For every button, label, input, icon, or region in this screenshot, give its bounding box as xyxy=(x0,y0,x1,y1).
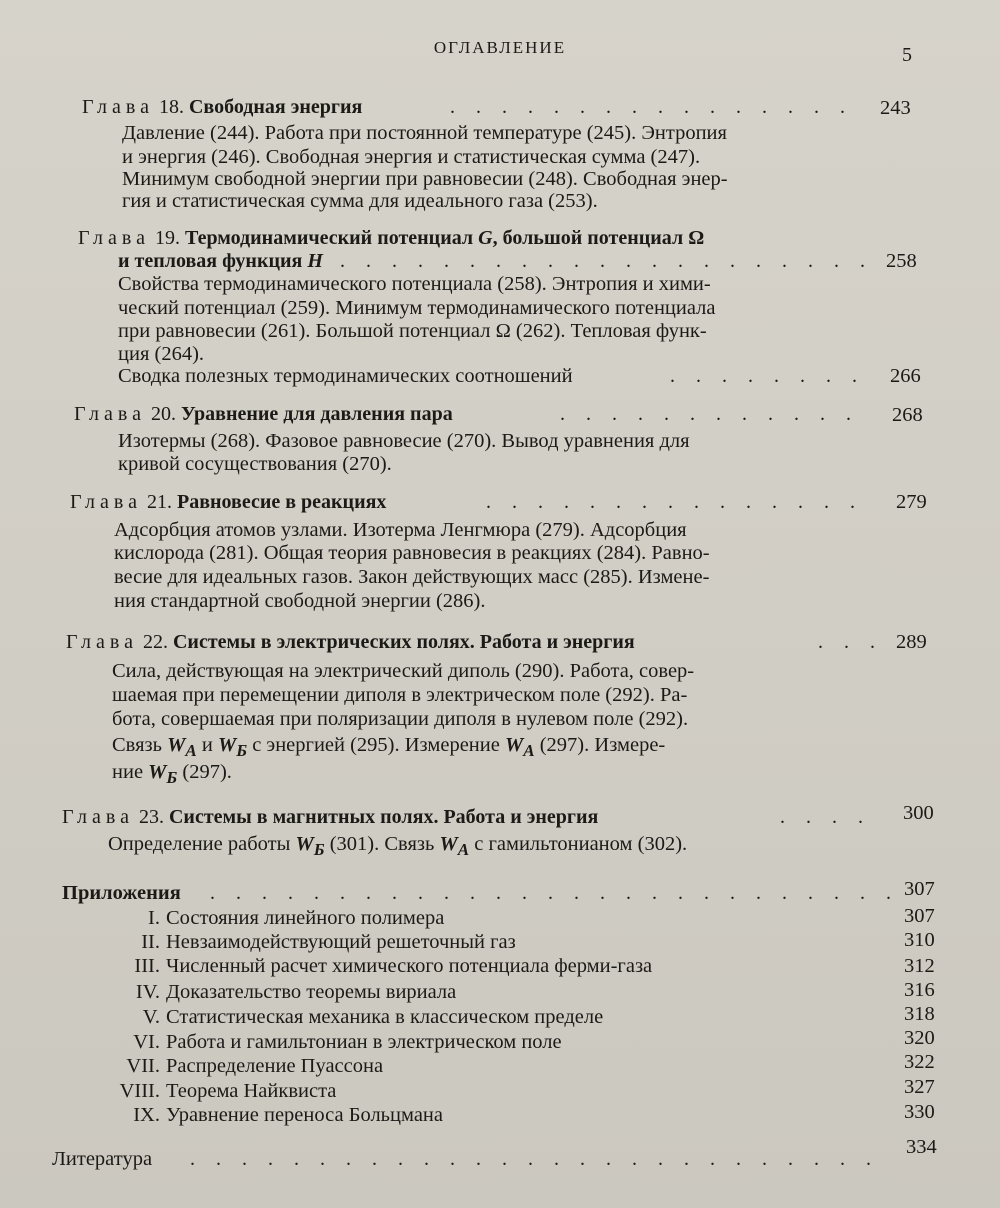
dot-leader xyxy=(340,249,865,273)
math-symbol: $W_Б$ xyxy=(148,761,178,788)
chapter-title: Равновесие в реакциях xyxy=(176,491,387,513)
appendix-numeral: VII. xyxy=(126,1055,160,1077)
chapter-summary-line: Давление (244). Работа при постоянной температуре (245). Энтропия xyxy=(122,122,727,144)
appendix-item-title: Уравнение переноса Больцмана xyxy=(166,1104,444,1126)
appendix-item-page: 322 xyxy=(904,1051,935,1073)
chapter-label: Глава xyxy=(78,227,150,249)
dot-leader xyxy=(818,630,878,654)
summary-entry: Сводка полезных термодинамических соотношений xyxy=(118,365,573,387)
appendix-item-page: 310 xyxy=(904,929,935,951)
appendix-item xyxy=(52,1030,562,1054)
literature-page: 334 xyxy=(906,1136,937,1158)
chapter-summary-line: Связь $W_A$ и $W_Б$ с энергией (295). Измерение $W_A$ (297). Измере- xyxy=(112,734,666,761)
chapter-summary-line: при равновесии (261). Большой потенциал Ω (262). Тепловая функ- xyxy=(118,320,707,342)
chapter-summary-line: кислорода (281). Общая теория равновесия в реакциях (284). Равно- xyxy=(114,542,710,564)
chapter-number: 23. xyxy=(138,806,164,828)
appendix-item-title: Работа и гамильтониан в электрическом поле xyxy=(166,1031,562,1053)
chapter-title: Системы в магнитных полях. Работа и энергия xyxy=(168,806,599,828)
chapter-page: 289 xyxy=(896,631,927,653)
chapter-number: 20. xyxy=(150,403,176,425)
chapter-summary-line: ние $W_Б$ (297). xyxy=(112,761,232,788)
chapter-number: 22. xyxy=(142,631,168,653)
appendix-item-page: 316 xyxy=(904,979,935,1001)
chapter-label: Глава xyxy=(66,631,138,653)
dot-leader xyxy=(450,95,860,119)
chapter-summary-line: Адсорбция атомов узлами. Изотерма Ленгмюра (279). Адсорбция xyxy=(114,519,687,541)
math-symbol: $W_A$ xyxy=(167,734,197,761)
appendix-item-page: 327 xyxy=(904,1076,935,1098)
chapter-page: 243 xyxy=(880,97,911,119)
chapter-summary-line: весие для идеальных газов. Закон действующих масс (285). Измене- xyxy=(114,566,710,588)
dot-leader xyxy=(780,805,880,829)
chapter-summary-line: ческий потенциал (259). Минимум термодинамического потенциала xyxy=(118,297,716,319)
chapter-label: Глава xyxy=(74,403,146,425)
appendix-numeral: IV. xyxy=(135,981,160,1003)
chapter-page: 300 xyxy=(903,802,934,824)
chapter-summary-line: Минимум свободной энергии при равновесии (248). Свободная энер- xyxy=(122,168,728,190)
appendix-page: 307 xyxy=(904,878,935,900)
page-number: 5 xyxy=(902,44,912,66)
chapter-summary-line: кривой сосуществования (270). xyxy=(118,453,392,475)
appendix-numeral: VI. xyxy=(133,1031,160,1053)
appendix-item xyxy=(52,1005,603,1029)
chapter-summary-line: Свойства термодинамического потенциала (258). Энтропия и хими- xyxy=(118,273,711,295)
chapter-summary-line: Сила, действующая на электрический диполь (290). Работа, совер- xyxy=(112,660,695,682)
chapter-number: 18. xyxy=(158,96,184,118)
appendix-numeral: III. xyxy=(134,955,160,977)
chapter-page: 279 xyxy=(896,491,927,513)
chapter-summary-line: и энергия (246). Свободная энергия и статистическая сумма (247). xyxy=(122,146,701,168)
literature-title: Литература xyxy=(52,1148,153,1170)
chapter-summary-line: ция (264). xyxy=(118,343,205,365)
appendix-item xyxy=(52,1079,336,1103)
appendix-item xyxy=(52,930,516,954)
dot-leader xyxy=(670,364,875,388)
dot-leader xyxy=(486,490,874,514)
chapter-number: 19. xyxy=(154,227,180,249)
appendix-numeral: II. xyxy=(141,931,160,953)
chapter-title: Уравнение для давления пара xyxy=(180,403,453,425)
chapter-title: Термодинамический потенциал G, большой потенциал Ω xyxy=(184,227,705,249)
dot-leader xyxy=(560,402,872,426)
appendix-item xyxy=(52,906,444,930)
chapter-summary-line: Определение работы $W_Б$ (301). Связь $W_A$ с гамильтонианом (302). xyxy=(108,833,688,860)
chapter-label: Глава xyxy=(62,806,134,828)
chapter-summary-line: гия и статистическая сумма для идеального газа (253). xyxy=(122,190,598,212)
appendix-item-title: Статистическая механика в классическом пределе xyxy=(166,1006,604,1028)
appendix-item-page: 330 xyxy=(904,1101,935,1123)
appendix-item-page: 320 xyxy=(904,1027,935,1049)
appendix-numeral: IX. xyxy=(133,1104,160,1126)
chapter-label: Глава xyxy=(70,491,142,513)
appendix-numeral: VIII. xyxy=(119,1080,160,1102)
appendix-numeral: V. xyxy=(142,1006,160,1028)
appendix-item-page: 307 xyxy=(904,905,935,927)
summary-entry-page: 266 xyxy=(890,365,921,387)
math-symbol: $W_Б$ xyxy=(217,734,248,761)
math-symbol: $W_A$ xyxy=(504,734,535,761)
dot-leader xyxy=(190,1147,890,1171)
chapter-title: Системы в электрических полях. Работа и энергия xyxy=(172,631,635,653)
appendix-item-title: Состояния линейного полимера xyxy=(166,907,445,929)
math-symbol: $W_A$ xyxy=(439,833,470,860)
appendix-item-title: Доказательство теоремы вириала xyxy=(166,981,457,1003)
appendix-item-title: Теорема Найквиста xyxy=(166,1080,337,1102)
chapter-label: Глава xyxy=(82,96,154,118)
appendix-item-page: 318 xyxy=(904,1003,935,1025)
chapter-summary-line: шаемая при перемещении диполя в электрическом поле (292). Ра- xyxy=(112,684,688,706)
appendix-item xyxy=(52,954,652,978)
chapter-number: 21. xyxy=(146,491,172,513)
dot-leader xyxy=(210,881,890,905)
appendix-item-title: Распределение Пуассона xyxy=(166,1055,384,1077)
chapter-summary-line: бота, совершаемая при поляризации диполя в нулевом поле (292). xyxy=(112,708,689,730)
appendix-numeral: I. xyxy=(148,907,160,929)
chapter-page: 258 xyxy=(886,250,917,272)
chapter-summary-line: ния стандартной свободной энергии (286). xyxy=(114,590,486,612)
chapter-title-continued: и тепловая функция H xyxy=(118,250,323,272)
appendix-item xyxy=(52,1054,383,1078)
math-symbol: $W_Б$ xyxy=(295,833,325,860)
appendix-item xyxy=(52,1103,443,1127)
appendix-title: Приложения xyxy=(62,882,181,904)
chapter-summary-line: Изотермы (268). Фазовое равновесие (270). Вывод уравнения для xyxy=(118,430,690,452)
chapter-title: Свободная энергия xyxy=(188,96,363,118)
chapter-page: 268 xyxy=(892,404,923,426)
appendix-item-title: Невзаимодействующий решеточный газ xyxy=(166,931,516,953)
running-head: ОГЛАВЛЕНИЕ xyxy=(433,38,567,57)
appendix-item-title: Численный расчет химического потенциала ферми-газа xyxy=(166,955,653,977)
appendix-item-page: 312 xyxy=(904,955,935,977)
appendix-item xyxy=(52,980,456,1004)
